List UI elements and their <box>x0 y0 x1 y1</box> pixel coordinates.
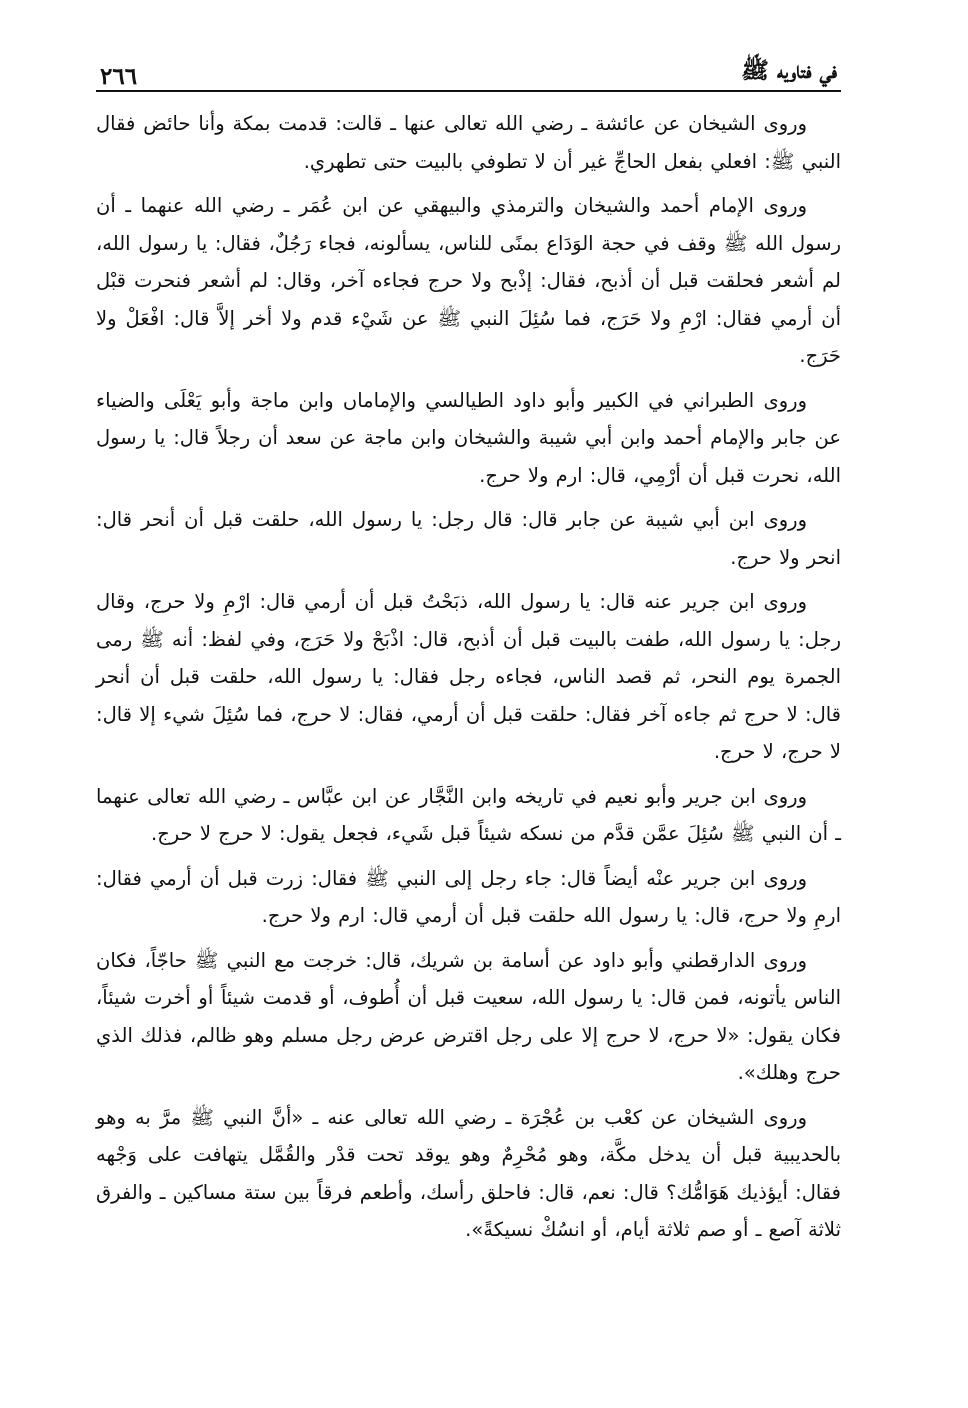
page-number: ٢٦٦ <box>100 63 138 90</box>
paragraph-ibn-umar: وروى الإمام أحمد والشيخان والترمذي والبيهقي عن ابن عُمَر ـ رضي الله عنهما ـ أن رسول الله ﷺ وقف في حجة الوَدَاع بمنًى للناس، يسألونه، فجاء رَجُلٌ، فقال: يا رسول الله، لم أشعر فحلقت قبل أن أذبح، فقال: إذْبح ولا حرج فجاءه آخر، وقال: لم أشعر فنحرت قبْل أن أرمي فقال: ارْمِ ولا حَرَج، فما سُئِلَ النبي ﷺ عن شَيْء قدم ولا أخر إلاَّ قال: افْعَلْ ولا حَرَج. <box>96 194 841 367</box>
paragraph-ibn-abi-shayba: وروى ابن أبي شيبة عن جابر قال: قال رجل: يا رسول الله، حلقت قبل أن أنحر قال: انحر ولا حرج. <box>96 508 841 569</box>
paragraph-kaab: وروى الشيخان عن كعْب بن عُجْرَة ـ رضي الله تعالى عنه ـ «أنَّ النبي ﷺ مرَّ به وهو بالحديبية قبل أن يدخل مكَّة، وهو مُحْرِمٌ وهو يوقد تحت قدْر والقُمَّل يتهافت على وَجْهه فقال: أيؤذيك هَوَامُّك؟ قال: نعم، قال: فاحلق رأسك، وأطعم فرقاً بين ستة مساكين ـ والفرق ثلاثة آصع ـ أو صم ثلاثة أيام، أو انسُكْ نسيكةً». <box>96 1105 841 1241</box>
running-header <box>96 48 841 92</box>
header-title: في فتاويه ﷺ <box>741 57 837 84</box>
paragraph-daraqutni: وروى الدارقطني وأبو داود عن أسامة بن شريك، قال: خرجت مع النبي ﷺ حاجّاً، فكان الناس يأتونه، فمن قال: يا رسول الله، سعيت قبل أن أُطوف، أو قدمت شيئاً أو أخرت شيئاً، فكان يقول: «لا حرج، لا حرج إلا على رجل اقترض عرض رجل مسلم وهو ظالم، فذلك الذي حرج وهلك». <box>96 948 841 1084</box>
paragraph-ibn-jarir-3: وروى ابن جرير عنْه أيضاً قال: جاء رجل إلى النبي ﷺ فقال: زرت قبل أن أرمي فقال: ارمِ ولا حرج، قال: يا رسول الله حلقت قبل أن أرمي قال: ارم ولا حرج. <box>96 866 841 927</box>
paragraph-aisha: وروى الشيخان عن عائشة ـ رضي الله تعالى عنها ـ قالت: قدمت بمكة وأنا حائض فقال النبي ﷺ: افعلي بفعل الحاجِّ غير أن لا تطوفي بالبيت حتى تطهري. <box>96 112 841 173</box>
paragraph-ibn-jarir-1: وروى ابن جرير عنه قال: يا رسول الله، ذبَحْتُ قبل أن أرمي قال: ارْمِ ولا حرج، وقال رجل: يا رسول الله، طفت بالبيت قبل أن أذبح، قال: اذْبَحْ ولا حَرَج، وفي لفظ: أنه ﷺ رمى الجمرة يوم النحر، ثم قصد الناس، فجاءه رجل فقال: يا رسول الله، حلقت قبل أن أنحر قال: لا حرج ثم جاءه آخر فقال: حلقت قبل أن أرمي، فقال: لا حرج، فما سُئِلَ شيء إلا قال: لا حرج، لا حرج. <box>96 590 841 763</box>
body-text <box>96 105 841 1249</box>
book-page <box>96 48 841 1256</box>
paragraph-ibn-jarir-2: وروى ابن جرير وأبو نعيم في تاريخه وابن النَّجَّار عن ابن عبَّاس ـ رضي الله تعالى عنهما ـ أن النبي ﷺ سُئِلَ عمَّن قدَّم من نسكه شيئاً قبل شَيء، فجعل يقول: لا حرج لا حرج. <box>96 784 841 845</box>
paragraph-tabarani: وروى الطبراني في الكبير وأبو داود الطيالسي والإماماں وابن ماجة وأبو يَعْلَى والضياء عن جابر والإمام أحمد وابن أبي شيبة والشيخان وابن ماجة عن سعد أن رجلاً قال: يا رسول الله، نحرت قبل أن أرْمِي، قال: ارم ولا حرج. <box>96 388 841 487</box>
